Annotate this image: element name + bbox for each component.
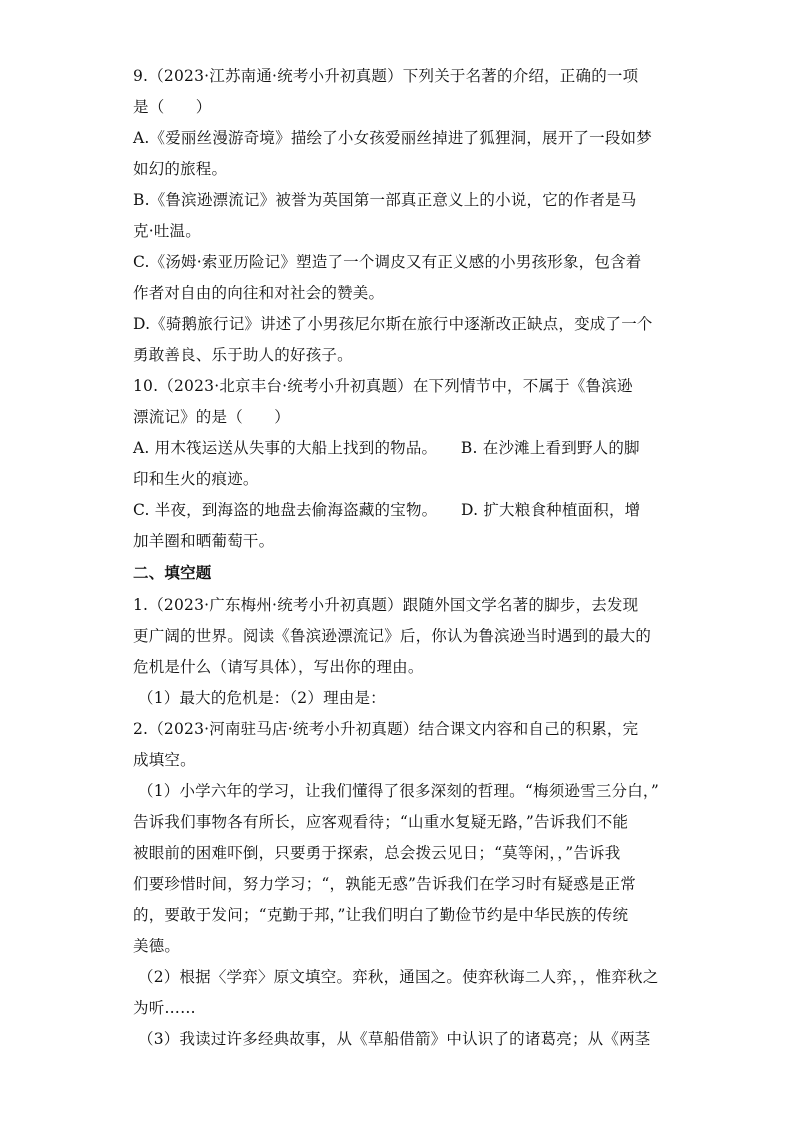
fill-q1-line3: 危机是什么（请写具体），写出你的理由。: [133, 658, 424, 676]
q9-stem-line2: 是（ ）: [133, 98, 212, 116]
fill-q2-line2: 成填空。: [133, 751, 196, 769]
q9-option-c-line2: 作者对自由的向往和对社会的赞美。: [133, 284, 385, 302]
fill-q2-part3-line1: （3）我读过许多经典故事，从《草船借箭》中认识了的诸葛亮；从《两茎: [138, 1030, 651, 1048]
q10-options-ab-line2: 印和生火的痕迹。: [133, 470, 259, 488]
q10-options-ab-line1: A. 用木筏运送从失事的大船上找到的物品。 B. 在沙滩上看到野人的脚: [133, 439, 640, 457]
q10-stem-line1: 10.（2023·北京丰台·统考小升初真题）在下列情节中，不属于《鲁滨逊: [133, 377, 633, 395]
fill-q2-part1-line4: 们要珍惜时间，努力学习；“，孰能无惑”告诉我们在学习时有疑惑是正常: [133, 875, 636, 893]
fill-q2-part1-line3: 被眼前的困难吓倒，只要勇于探索，总会拨云见日；“莫等闲，，”告诉我: [133, 844, 621, 862]
q9-option-d-line2: 勇敢善良、乐于助人的好孩子。: [133, 346, 353, 364]
fill-q2-part1-line5: 的，要敢于发问；“克勤于邦，”让我们明白了勤俭节约是中华民族的传统: [133, 906, 629, 924]
q9-option-d-line1: D.《骑鹅旅行记》讲述了小男孩尼尔斯在旅行中逐渐改正缺点，变成了一个: [133, 315, 653, 333]
fill-q2-part1-line2: 告诉我们事物各有所长，应客观看待；“山重水复疑无路，”告诉我们不能: [133, 813, 629, 831]
fill-q2-part2-line2: 为听……: [133, 999, 196, 1017]
q9-option-b-line2: 克·吐温。: [133, 222, 201, 240]
q10-options-cd-line2: 加羊圈和晒葡萄干。: [133, 532, 275, 550]
q9-option-a-line2: 如幻的旅程。: [133, 160, 228, 178]
fill-q2-line1: 2.（2023·河南驻马店·统考小升初真题）结合课文内容和自己的积累，完: [133, 720, 639, 738]
q9-stem-line1: 9.（2023·江苏南通·统考小升初真题）下列关于名著的介绍，正确的一项: [133, 67, 639, 85]
fill-q2-part1-line1: （1）小学六年的学习，让我们懂得了很多深刻的哲理。“梅须逊雪三分白，”: [138, 782, 659, 800]
fill-q2-part1-line6: 美德。: [133, 937, 181, 955]
q10-stem-line2: 漂流记》的是（ ）: [133, 408, 291, 426]
fill-q2-part2-line1: （2）根据〈学弈〉原文填空。弈秋，通国之。使弈秋诲二人弈，，惟弈秋之: [138, 968, 659, 986]
q9-option-b-line1: B.《鲁滨逊漂流记》被誉为英国第一部真正意义上的小说，它的作者是马: [133, 191, 637, 209]
fill-q1-line2: 更广阔的世界。阅读《鲁滨逊漂流记》后，你认为鲁滨逊当时遇到的最大的: [133, 627, 652, 645]
q10-options-cd-line1: C. 半夜，到海盗的地盘去偷海盗藏的宝物。 D. 扩大粮食种植面积，增: [133, 501, 641, 519]
q9-option-a-line1: A.《爱丽丝漫游奇境》描绘了小女孩爱丽丝掉进了狐狸洞，展开了一段如梦: [133, 129, 652, 147]
fill-q1-answer-prompts: （1）最大的危机是：（2）理由是：: [138, 689, 386, 707]
fill-q1-line1: 1.（2023·广东梅州·统考小升初真题）跟随外国文学名著的脚步，去发现: [133, 596, 639, 614]
q9-option-c-line1: C.《汤姆·索亚历险记》塑造了一个调皮又有正义感的小男孩形象，包含着: [133, 253, 642, 271]
section-heading-fill-in: 二、填空题: [133, 563, 212, 582]
